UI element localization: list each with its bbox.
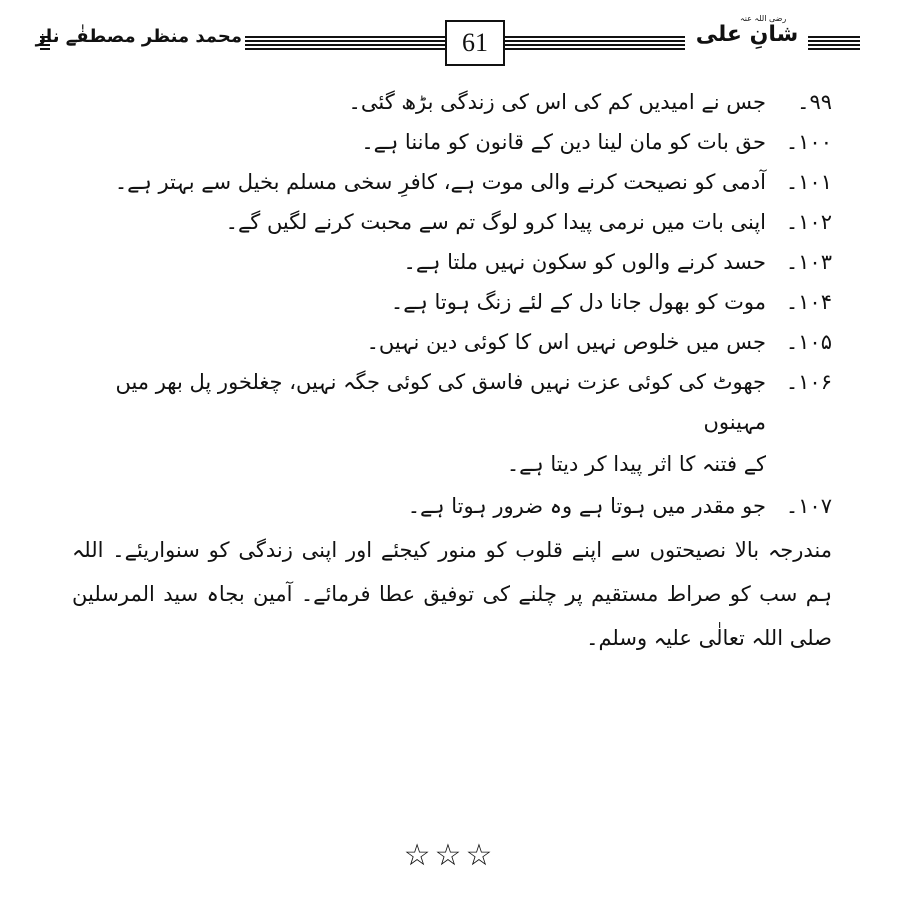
item-text: جس میں خلوص نہیں اس کا کوئی دین نہیں۔ <box>366 330 766 354</box>
list-item <box>72 202 832 242</box>
item-number: ۱۰۶۔ <box>785 370 832 394</box>
page-body <box>72 82 832 660</box>
item-number: ۱۰۲۔ <box>785 210 832 234</box>
header-rule <box>245 36 445 52</box>
honorific-mark: رضی اللہ عنہ <box>740 14 787 23</box>
header-rule <box>808 36 860 52</box>
item-text: حق بات کو مان لینا دین کے قانون کو ماننا ہے۔ <box>361 130 766 154</box>
list-item <box>72 486 832 526</box>
item-number: ۹۹۔ <box>797 90 832 114</box>
item-text-block <box>72 362 766 486</box>
item-text: اپنی بات میں نرمی پیدا کرو لوگ تم سے محبت کرنے لگیں گے۔ <box>225 210 766 234</box>
book-title: شانِ علی <box>695 22 799 47</box>
list-item <box>72 122 832 162</box>
item-text: آدمی کو نصیحت کرنے والی موت ہے، کافرِ سخی مسلم بخیل سے بہتر ہے۔ <box>114 170 766 194</box>
header-rule <box>505 36 685 52</box>
closing-paragraph: مندرجہ بالا نصیحتوں سے اپنے قلوب کو منور کیجئے اور اپنی زندگی کو سنواریئے۔ اللہ ہم سب کو صراط مستقیم پر چلنے کی توفیق عطا فرمائے۔ آمین بجاہ سید المرسلین صلی اللہ تعالٰی علیہ وسلم۔ <box>72 538 832 650</box>
item-number: ۱۰۳۔ <box>785 250 832 274</box>
list-item <box>72 362 832 486</box>
list-item <box>72 162 832 202</box>
page-number: 61 <box>445 20 505 66</box>
item-number: ۱۰۱۔ <box>785 170 832 194</box>
page-header <box>35 14 860 68</box>
item-number: ۱۰۰۔ <box>785 130 832 154</box>
item-number: ۱۰۵۔ <box>785 330 832 354</box>
item-text: موت کو بھول جانا دل کے لئے زنگ ہوتا ہے۔ <box>390 290 766 314</box>
list-item <box>72 322 832 362</box>
item-text: جو مقدر میں ہوتا ہے وہ ضرور ہوتا ہے۔ <box>407 494 766 518</box>
footer-ornament: ☆☆☆ <box>403 838 497 873</box>
item-text: حسد کرنے والوں کو سکون نہیں ملتا ہے۔ <box>403 250 766 274</box>
item-text: جھوٹ کی کوئی عزت نہیں فاسق کی کوئی جگہ نہیں، چغلخور پل بھر میں مہینوں <box>115 370 766 434</box>
author-name: محمد منظر مصطفٰے ناز <box>35 26 242 47</box>
list-item <box>72 82 832 122</box>
item-number: ۱۰۷۔ <box>785 494 832 518</box>
item-text-continuation: کے فتنہ کا اثر پیدا کر دیتا ہے۔ <box>506 452 766 476</box>
list-item <box>72 242 832 282</box>
item-text: جس نے امیدیں کم کی اس کی زندگی بڑھ گئی۔ <box>348 90 766 114</box>
list-item <box>72 282 832 322</box>
item-number: ۱۰۴۔ <box>785 290 832 314</box>
